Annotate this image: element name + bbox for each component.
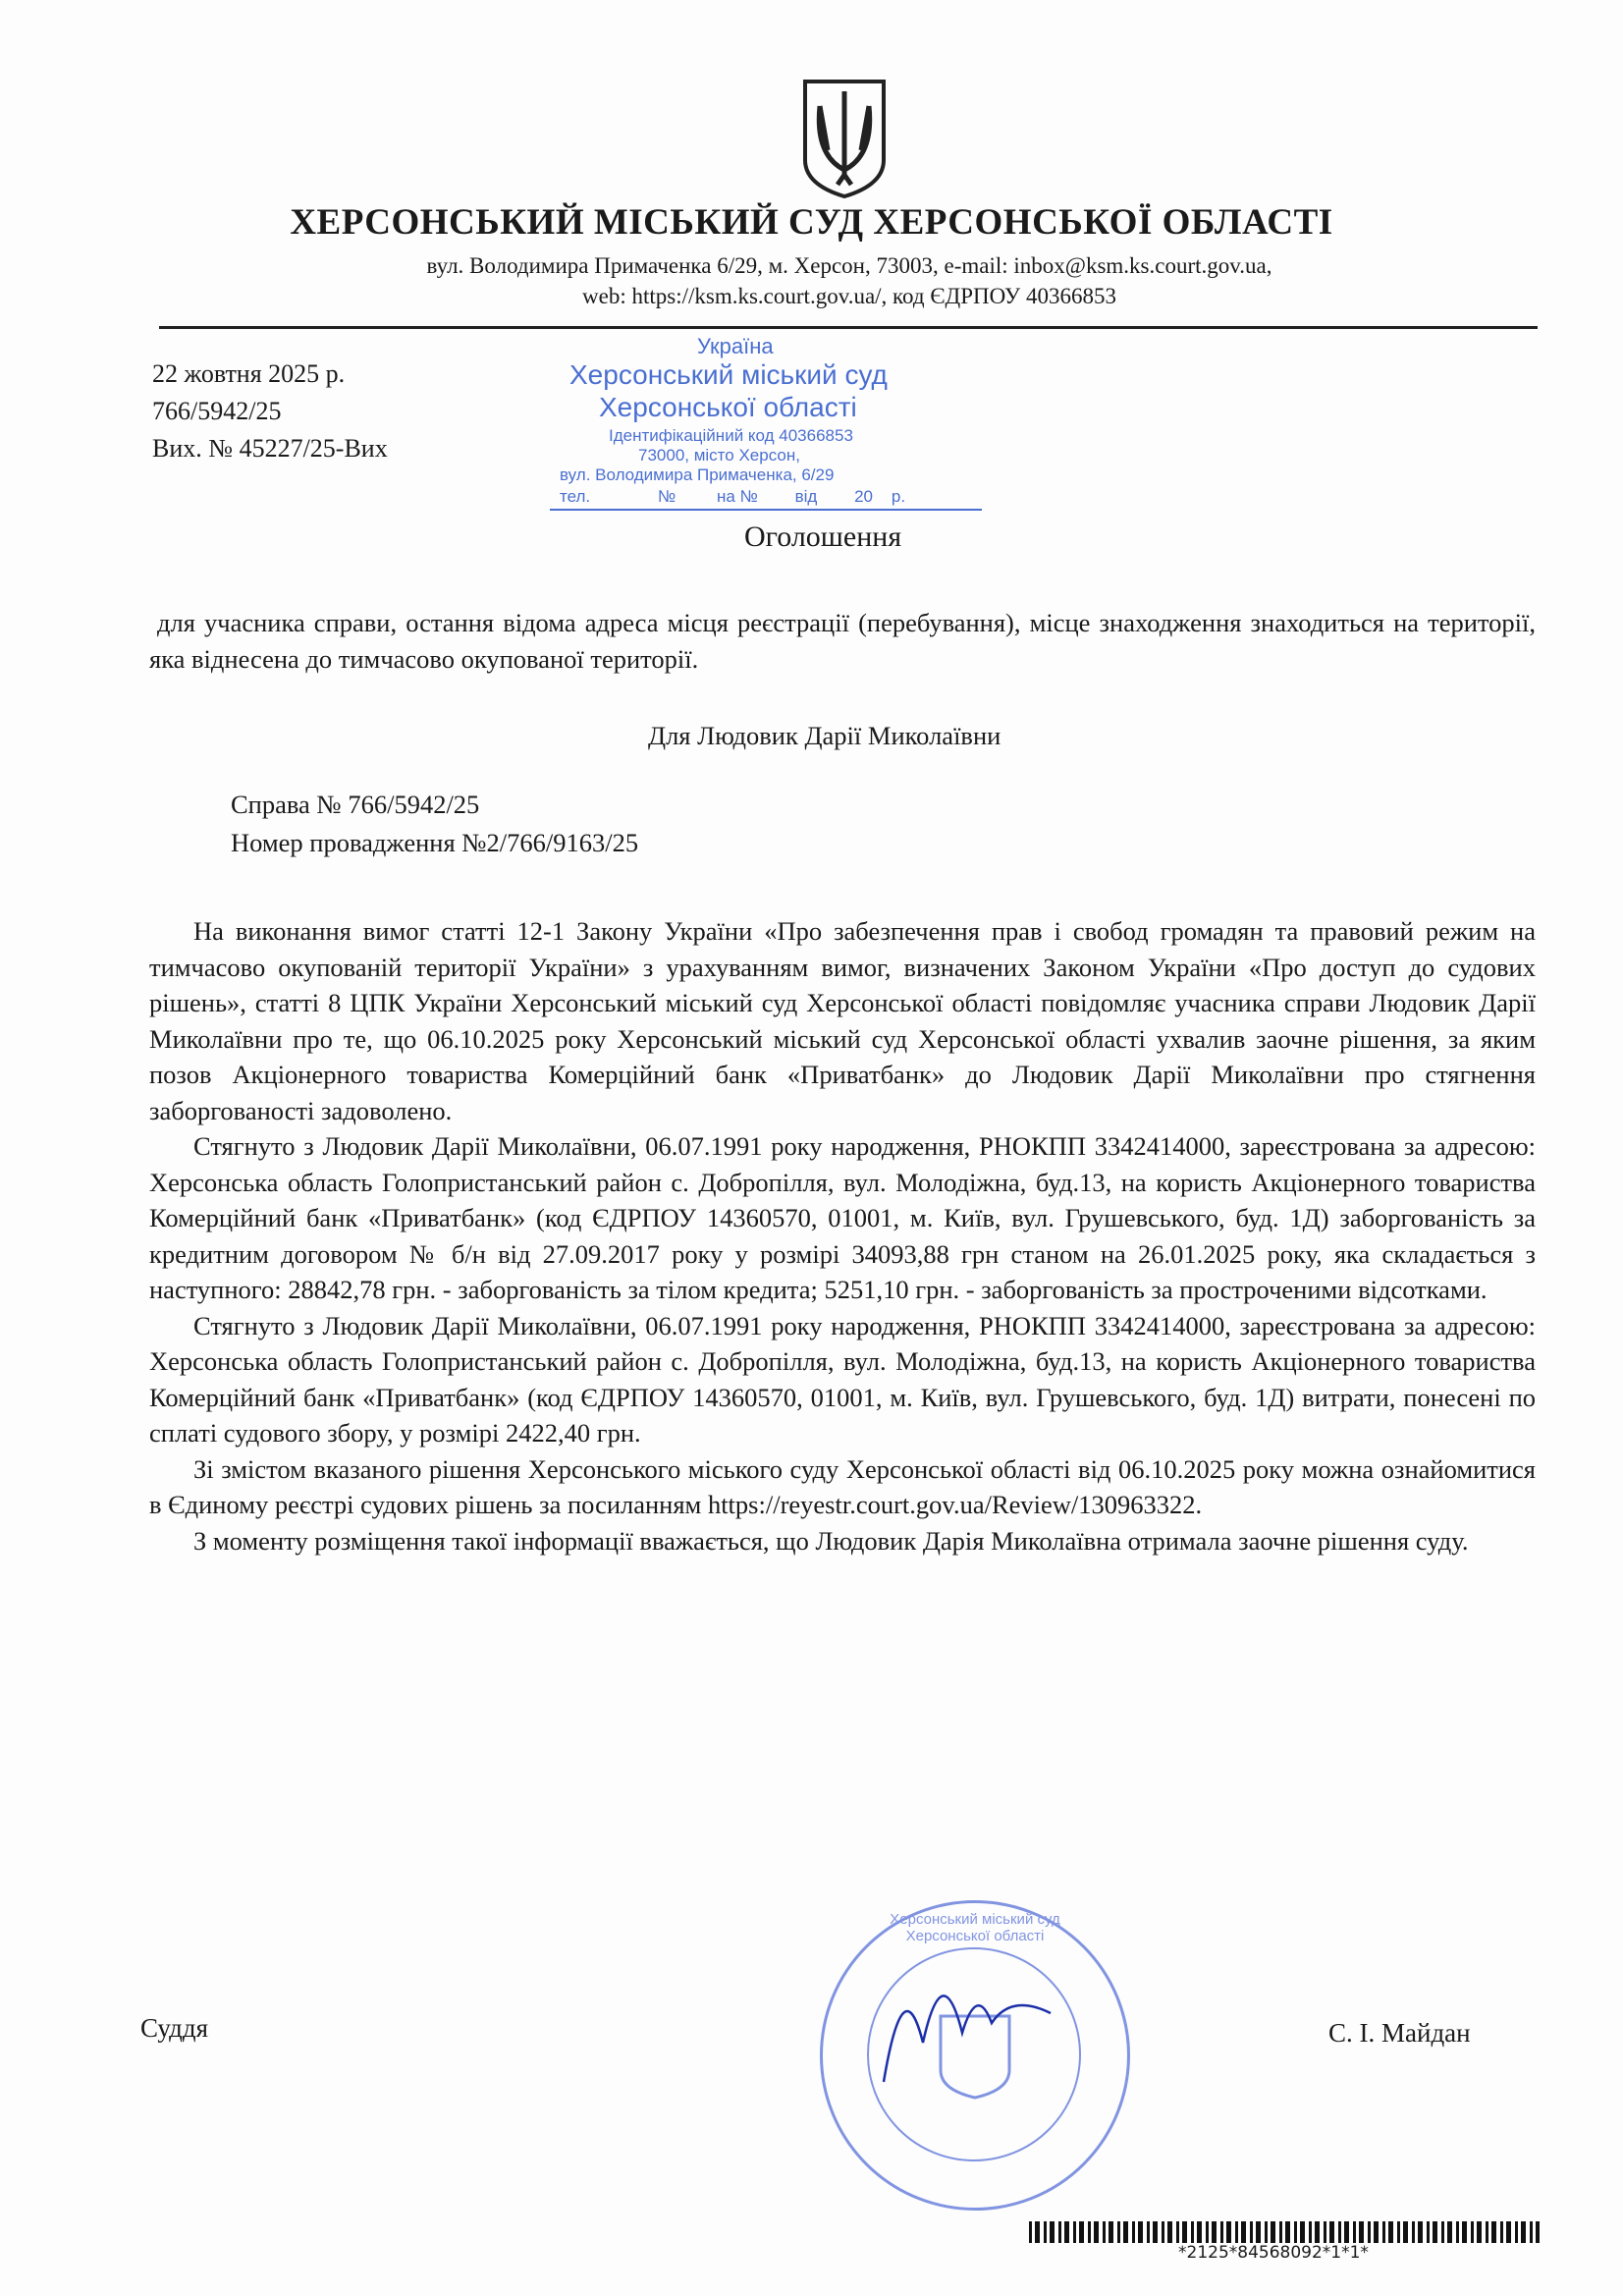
proceeding-number: Номер провадження №2/766/9163/25 (231, 828, 639, 857)
judge-name: С. І. Майдан (1328, 2018, 1471, 2048)
seal-text: Херсонський міський суд Херсонської області (890, 1911, 1060, 1944)
header-rule (159, 326, 1538, 329)
stamp-line: вул. Володимира Примаченка, 6/29 (560, 465, 835, 484)
document-date: 22 жовтня 2025 р. (152, 359, 346, 388)
stamp-line: на № від 20 р. (717, 487, 906, 506)
trident-emblem-icon (800, 77, 889, 199)
case-reference: 766/5942/25 (152, 397, 282, 425)
registration-stamp (550, 334, 1011, 511)
stamp-line: Ідентифікаційний код 40366853 (609, 426, 853, 445)
paragraph: З моменту розміщення такої інформації вважається, що Людовик Дарія Миколаївна отримала заочне рішення суду. (193, 1525, 1469, 1556)
document-heading: Оголошення (744, 520, 902, 553)
stamp-line: тел. (560, 487, 591, 506)
court-name: ХЕРСОНСЬКИЙ МІСЬКИЙ СУД ХЕРСОНСЬКОЇ ОБЛАСТІ (290, 202, 1333, 243)
court-web: web: https://ksm.ks.court.gov.ua/, код ЄДРПОУ 40366853 (582, 284, 1116, 308)
barcode-number: *2125*84568092*1*1* (1178, 2243, 1369, 2263)
addressee: Для Людовик Дарії Миколаївни (648, 721, 1001, 750)
signature-scribble (864, 1925, 1060, 2092)
stamp-line: № (658, 487, 676, 506)
court-address: вул. Володимира Примаченка 6/29, м. Херсон, 73003, e-mail: inbox@ksm.ks.court.gov.ua, (426, 253, 1272, 278)
paragraph: Стягнуто з Людовик Дарії Миколаївни, 06.07.1991 року народження, РНОКПП 3342414000, зареєстрована за адресою: Херсонська область Голопристанський район с. Добропілля, вул. Молодіжна, буд.13, на користь Акціонерного товариства Комерційний банк «Приватбанк» (код ЄДРПОУ 14360570, 01001, м. Київ, вул. Грушевського, буд. 1Д) заборгованість за кредитним договором № б/н від 27.09.2017 року у розмірі 34093,88 грн станом на 26.01.2025 року, яка складається з наступного: 28842,78 грн. - заборгованість за тілом кредита; 5251,10 грн. - заборгованість за простроченими відсотками. (149, 1131, 1536, 1304)
stamp-line: Херсонський міський суд (569, 359, 888, 390)
judge-role: Суддя (140, 2013, 209, 2043)
outgoing-number: Вих. № 45227/25-Вих (152, 434, 388, 463)
stamp-line: 73000, місто Херсон, (638, 446, 800, 465)
intro-text: для учасника справи, остання відома адреса місця реєстрації (перебування), місце знаходження знаходиться на території, яка віднесена до тимчасово окупованої території. (149, 608, 1536, 674)
paragraph: На виконання вимог статті 12-1 Закону України «Про забезпечення прав і свобод громадян та правовий режим на тимчасово окупованій території України» з урахуванням вимог, визначених Законом України «Про доступ до судових рішень», статті 8 ЦПК України Херсонський міський суд Херсонської області повідомляє учасника справи Людовик Дарії Миколаївни про те, що 06.10.2025 року Херсонський міський суд Херсонської області ухвалив заочне рішення, за яким позов Акціонерного товариства Комерційний банк «Приватбанк» до Людовик Дарії Миколаївни про стягнення заборгованості задоволено. (149, 916, 1536, 1125)
paragraph: Зі змістом вказаного рішення Херсонського міського суду Херсонської області від 06.10.2025 року можна ознайомитися в Єдиному реєстрі судових рішень за посиланням https://reyestr.court.gov.ua/Review/130963322. (149, 1453, 1536, 1519)
stamp-line: Україна (697, 334, 774, 358)
paragraph: Стягнуто з Людовик Дарії Миколаївни, 06.07.1991 року народження, РНОКПП 3342414000, зареєстрована за адресою: Херсонська область Голопристанський район с. Добропілля, вул. Молодіжна, буд.13, на користь Акціонерного товариства Комерційний банк «Приватбанк» (код ЄДРПОУ 14360570, 01001, м. Київ, вул. Грушевського, буд. 1Д) витрати, понесені по сплаті судового збору, у розмірі 2422,40 грн. (149, 1310, 1536, 1448)
case-number: Справа № 766/5942/25 (231, 790, 480, 819)
stamp-line: Херсонської області (599, 392, 857, 422)
barcode (1029, 2221, 1540, 2243)
stamp-rule (550, 509, 982, 511)
body-text (149, 913, 1536, 1558)
